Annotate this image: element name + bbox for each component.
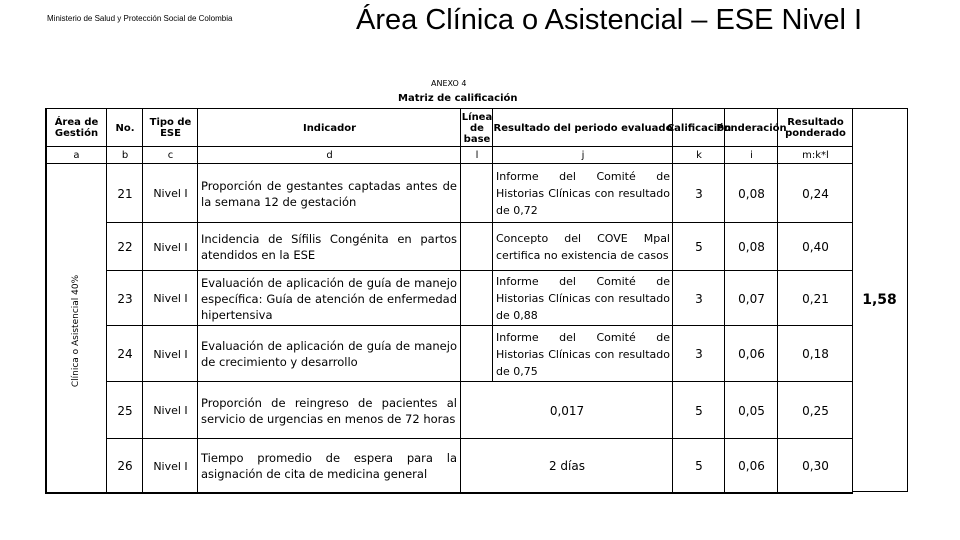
col-header-ponderacion: Ponderación — [724, 108, 778, 147]
annex-label: ANEXO 4 — [431, 79, 467, 88]
row-ponderacion: 0,07 — [724, 270, 778, 326]
col-header-calificacion: Calificación — [672, 108, 725, 147]
row-no: 21 — [106, 163, 143, 223]
row-calificacion: 5 — [672, 381, 725, 439]
row-resultado: 2 días — [460, 438, 673, 493]
row-ponderado: 0,21 — [777, 270, 853, 326]
col-letter-b: b — [106, 146, 143, 164]
row-calificacion: 3 — [672, 325, 725, 382]
col-letter-m: m:k*l — [777, 146, 853, 164]
page-title: Área Clínica o Asistencial – ESE Nivel I — [356, 4, 863, 36]
row-calificacion: 3 — [672, 163, 725, 223]
row-tipo: Nivel I — [142, 163, 198, 223]
col-letter-j: j — [492, 146, 673, 164]
col-header-tipo: Tipo de ESE — [142, 108, 198, 147]
row-calificacion: 5 — [672, 438, 725, 493]
row-ponderado: 0,30 — [777, 438, 853, 493]
row-indicador: Proporción de reingreso de pacientes al servicio de urgencias en menos de 72 horas — [197, 381, 461, 439]
area-label: Clínica o Asistencial 40% — [71, 274, 82, 388]
row-calificacion: 5 — [672, 222, 725, 271]
row-indicador: Tiempo promedio de espera para la asignación de cita de medicina general — [197, 438, 461, 493]
row-indicador: Evaluación de aplicación de guía de manejo específica: Guía de atención de enfermedad hipertensiva — [197, 270, 461, 326]
matrix-title: Matriz de calificación — [398, 93, 518, 104]
row-tipo: Nivel I — [142, 222, 198, 271]
row-ponderado: 0,40 — [777, 222, 853, 271]
row-ponderacion: 0,05 — [724, 381, 778, 439]
col-letter-a: a — [45, 146, 107, 164]
table-left-border — [45, 108, 47, 493]
row-no: 26 — [106, 438, 143, 493]
row-ponderado: 0,24 — [777, 163, 853, 223]
col-header-resultado: Resultado del periodo evaluado — [492, 108, 673, 147]
row-linea — [460, 163, 493, 223]
row-indicador: Incidencia de Sífilis Congénita en partos atendidos en la ESE — [197, 222, 461, 271]
row-linea — [460, 270, 493, 326]
row-tipo: Nivel I — [142, 438, 198, 493]
row-indicador: Evaluación de aplicación de guía de manejo de crecimiento y desarrollo — [197, 325, 461, 382]
row-ponderacion: 0,08 — [724, 222, 778, 271]
row-linea — [460, 325, 493, 382]
row-indicador: Proporción de gestantes captadas antes de la semana 12 de gestación — [197, 163, 461, 223]
row-ponderacion: 0,06 — [724, 325, 778, 382]
row-ponderado: 0,25 — [777, 381, 853, 439]
col-letter-i: i — [724, 146, 778, 164]
row-tipo: Nivel I — [142, 381, 198, 439]
row-ponderacion: 0,06 — [724, 438, 778, 493]
col-header-indicador: Indicador — [197, 108, 461, 147]
row-calificacion: 3 — [672, 270, 725, 326]
row-no: 25 — [106, 381, 143, 439]
row-ponderado: 0,18 — [777, 325, 853, 382]
row-tipo: Nivel I — [142, 270, 198, 326]
row-resultado: Informe del Comité de Historias Clínicas con resultado de 0,72 — [492, 163, 673, 223]
row-linea — [460, 222, 493, 271]
col-letter-c: c — [142, 146, 198, 164]
ministry-label: Ministerio de Salud y Protección Social de Colombia — [47, 14, 233, 23]
row-no: 22 — [106, 222, 143, 271]
row-resultado: 0,017 — [460, 381, 673, 439]
row-no: 23 — [106, 270, 143, 326]
col-header-resultado-ponderado: Resultado ponderado — [777, 108, 853, 147]
total-score: 1,58 — [852, 108, 908, 492]
col-header-area: Área de Gestión — [45, 108, 107, 147]
row-tipo: Nivel I — [142, 325, 198, 382]
col-header-no: No. — [106, 108, 143, 147]
row-no: 24 — [106, 325, 143, 382]
col-letter-d: d — [197, 146, 461, 164]
row-resultado: Informe del Comité de Historias Clínicas con resultado de 0,88 — [492, 270, 673, 326]
row-resultado: Informe del Comité de Historias Clínicas con resultado de 0,75 — [492, 325, 673, 382]
col-letter-l: l — [460, 146, 493, 164]
row-resultado: Concepto del COVE Mpal certifica no existencia de casos — [492, 222, 673, 271]
col-header-linea: Línea de base — [460, 108, 493, 147]
row-ponderacion: 0,08 — [724, 163, 778, 223]
table-bottom-border — [45, 492, 853, 494]
col-letter-k: k — [672, 146, 725, 164]
